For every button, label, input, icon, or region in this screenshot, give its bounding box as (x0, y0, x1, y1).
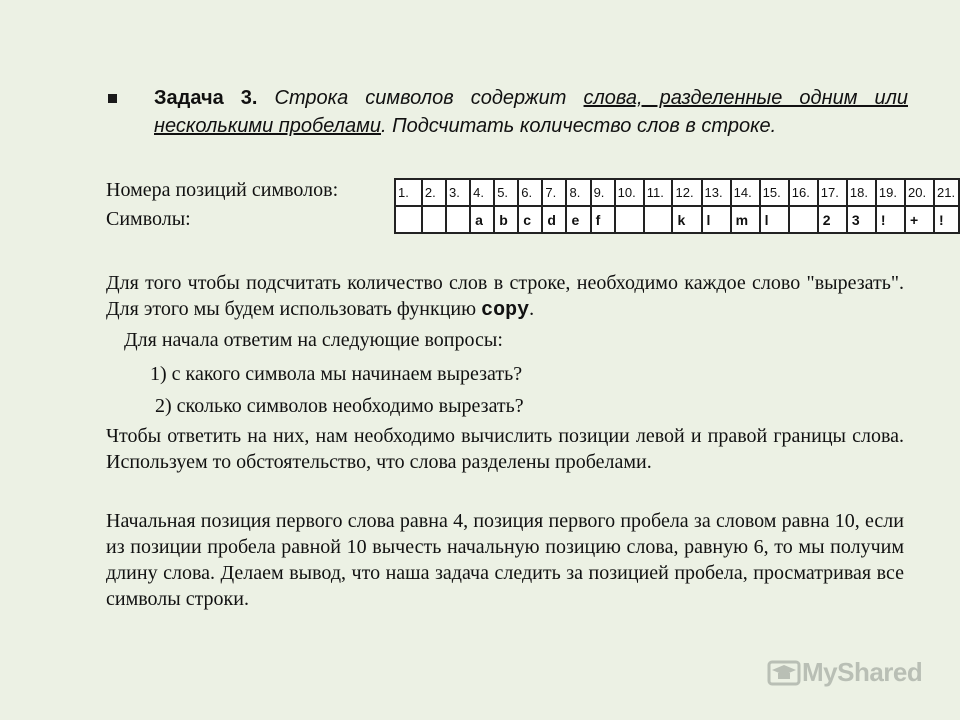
task-text (154, 87, 908, 137)
positions-row (395, 179, 959, 206)
position-cell: 20. (905, 179, 934, 206)
questions-intro: Для начала ответим на следующие вопросы: (124, 329, 503, 351)
positions-table (394, 178, 960, 234)
position-cell: 8. (566, 179, 590, 206)
paragraph-copy (106, 270, 904, 324)
symbol-cell (615, 206, 644, 233)
task-statement (154, 84, 908, 140)
task-text-part2: . Подсчитать количество слов в строке. (380, 115, 777, 137)
symbol-cell: m (731, 206, 760, 233)
position-cell: 14. (731, 179, 760, 206)
position-cell: 9. (591, 179, 615, 206)
symbol-cell (789, 206, 818, 233)
position-cell: 12. (672, 179, 701, 206)
symbol-cell: e (566, 206, 590, 233)
symbol-cell: b (494, 206, 518, 233)
mortarboard-icon (766, 656, 802, 688)
position-cell: 15. (760, 179, 789, 206)
position-cell: 7. (542, 179, 566, 206)
task-text-underlined: слова, разделенные одним или несколькими пробелами (154, 87, 908, 137)
paragraph-copy-end: . (529, 298, 535, 320)
position-cell: 3. (446, 179, 470, 206)
position-cell: 21. (934, 179, 959, 206)
paragraph-word-length (106, 508, 904, 612)
symbol-cell: + (905, 206, 934, 233)
position-cell: 11. (644, 179, 673, 206)
position-cell: 6. (518, 179, 542, 206)
symbol-cell: l (760, 206, 789, 233)
task-text-part1: Строка символов содержит (274, 87, 567, 109)
symbol-cell: 3 (847, 206, 876, 233)
position-cell: 18. (847, 179, 876, 206)
symbol-cell: a (470, 206, 494, 233)
question-1: 1) с какого символа мы начинаем вырезать? (150, 363, 523, 385)
symbol-cell (644, 206, 673, 233)
symbol-cell (422, 206, 446, 233)
position-cell: 1. (395, 179, 422, 206)
symbol-cell: c (518, 206, 542, 233)
question-2: 2) сколько символов необходимо вырезать? (155, 395, 524, 417)
symbol-cell: ! (876, 206, 905, 233)
symbol-cell: ! (934, 206, 959, 233)
bullet-square-icon (108, 94, 117, 103)
positions-label: Номера позиций символов: (106, 179, 339, 201)
paragraph-boundaries-text: Чтобы ответить на них, нам необходимо вычислить позиции левой и правой границы слова. Используем то обстоятельство, что слова разделены пробелами. (106, 425, 904, 473)
position-cell: 13. (702, 179, 731, 206)
position-cell: 17. (818, 179, 847, 206)
position-cell: 5. (494, 179, 518, 206)
symbol-cell: l (702, 206, 731, 233)
paragraph-boundaries (106, 423, 904, 475)
function-name: copy (481, 299, 530, 322)
symbol-cell: k (672, 206, 701, 233)
position-cell: 4. (470, 179, 494, 206)
paragraph-copy-text: Для того чтобы подсчитать количество слов в строке, необходимо каждое слово "вырезать". Для этого мы будем использовать функцию (106, 272, 904, 320)
position-cell: 19. (876, 179, 905, 206)
symbol-cell (395, 206, 422, 233)
symbol-cell (446, 206, 470, 233)
paragraph-word-length-text: Начальная позиция первого слова равна 4, позиция первого пробела за словом равна 10, если из позиции пробела равной 10 вычесть начальную позицию слова, равную 6, то мы получим длину слова. Делаем вывод, что наша задача следить за позицией пробела, просматривая все символы строки. (106, 510, 904, 610)
position-cell: 10. (615, 179, 644, 206)
position-cell: 16. (789, 179, 818, 206)
position-cell: 2. (422, 179, 446, 206)
symbols-label: Символы: (106, 208, 191, 230)
watermark-text: MyShared (802, 656, 923, 687)
symbols-row (395, 206, 959, 233)
task-label: Задача 3. (154, 87, 258, 109)
symbol-cell: f (591, 206, 615, 233)
task-block (108, 84, 908, 140)
watermark (766, 656, 922, 688)
symbol-cell: d (542, 206, 566, 233)
symbol-cell: 2 (818, 206, 847, 233)
